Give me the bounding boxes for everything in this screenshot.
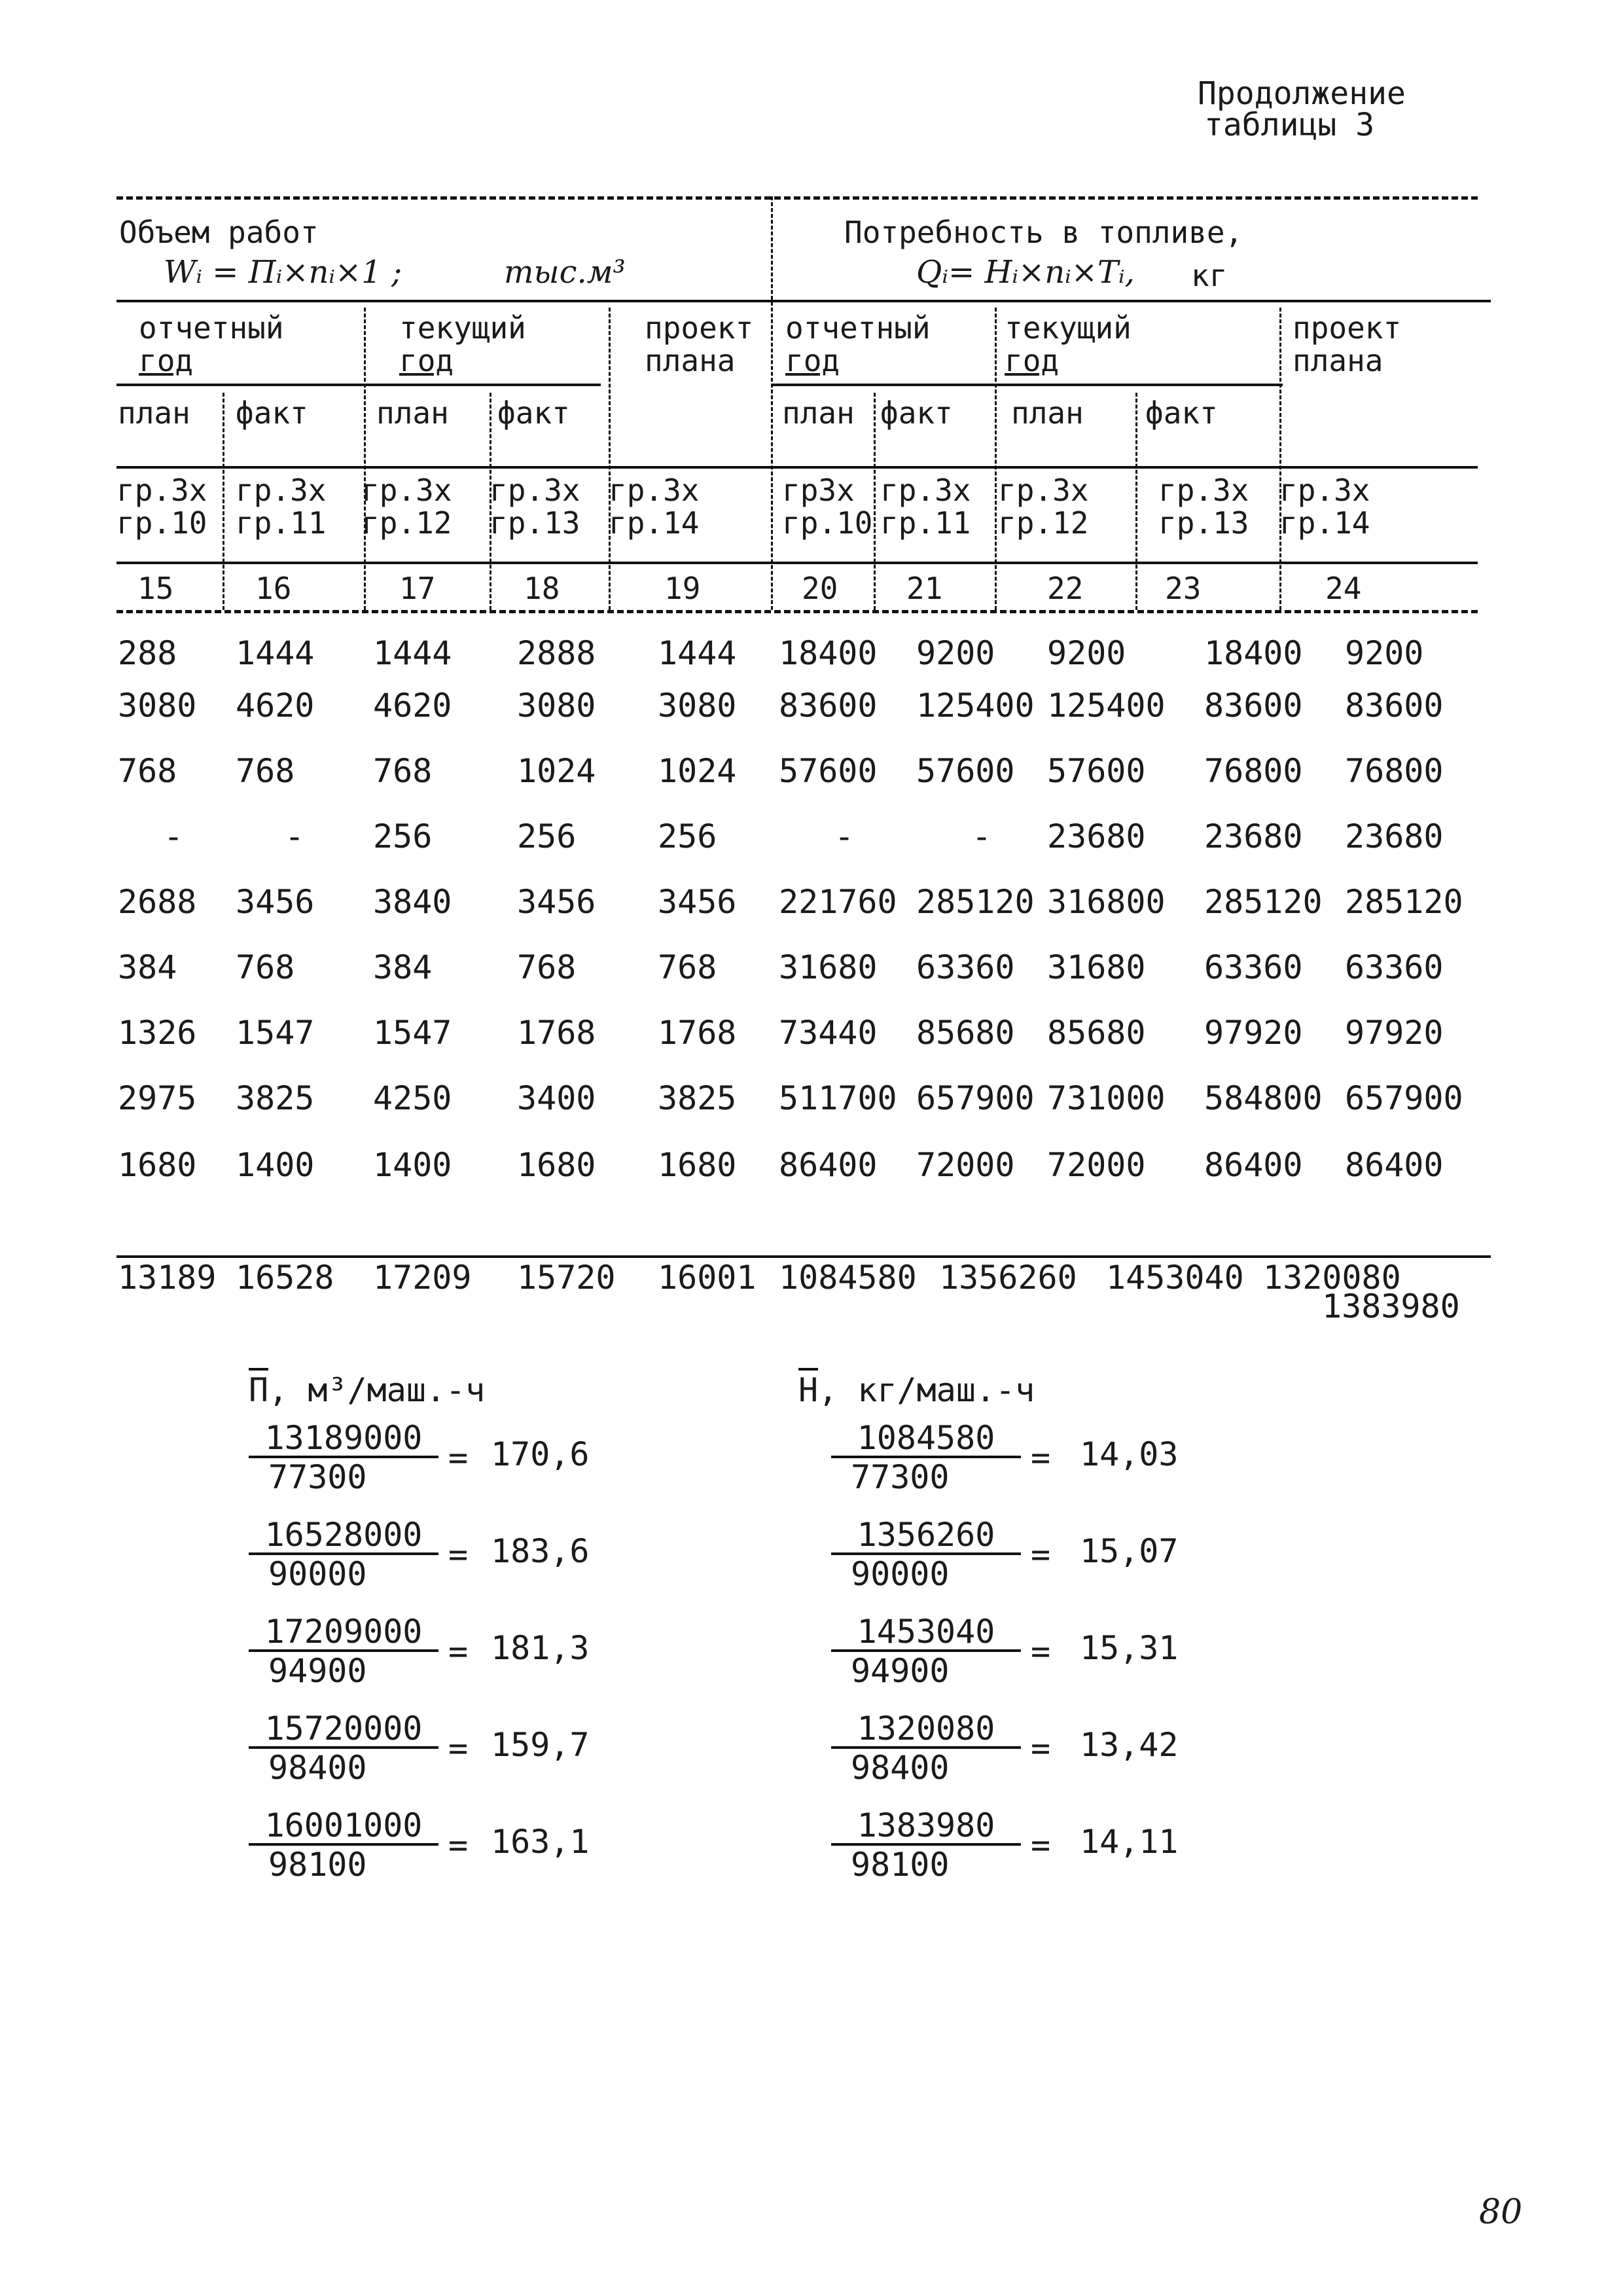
table-cell: 18400 [779,634,878,672]
group-cell-a: гр.3х [116,473,207,508]
l-proekt: проект [645,310,754,346]
total-cell: 17209 [373,1259,472,1297]
table-cell: - [163,817,184,855]
divider-l1 [364,308,366,610]
group-cell-b: гр.12 [361,505,452,541]
l-otchetny-god: год [139,343,194,378]
left-calc-unit: , м³/маш.-ч [268,1371,486,1409]
table-cell: - [284,817,305,855]
fraction-numerator: 1084580 [831,1420,1021,1458]
table-cell: 256 [517,817,577,855]
equals-sign: = [1031,1439,1051,1477]
table-cell: 125400 [916,687,1035,725]
table-cell: 97920 [1204,1014,1303,1052]
equals-sign: = [1031,1729,1051,1767]
group-cell-a: гр.3х [998,473,1089,508]
left_calc-result: 163,1 [491,1823,590,1861]
r-otchetny-god: год [785,343,840,378]
table-cell: 221760 [779,883,897,921]
right_calc-fraction [831,1711,1021,1787]
table-cell: 1768 [517,1014,596,1052]
table-cell: 1680 [658,1146,737,1184]
table-cell: 1444 [236,634,315,672]
table-cell: 63360 [916,948,1015,986]
equals-sign: = [1031,1535,1051,1573]
table-cell: 86400 [1345,1146,1444,1184]
table-cell: 3080 [517,687,596,725]
right-calc-unit: , кг/маш.-ч [818,1371,1035,1409]
fraction-numerator: 1383980 [831,1808,1021,1846]
table-cell: 3456 [236,883,315,921]
divider-r4 [1135,393,1137,610]
right_calc-fraction [831,1420,1021,1496]
table-cell: 285120 [1204,883,1323,921]
header-rule-4 [116,562,1478,564]
l-plan-2: план [376,395,449,431]
table-cell: 1444 [658,634,737,672]
group-cell-b: гр.12 [998,505,1089,541]
table-cell: 1768 [658,1014,737,1052]
right_calc-result: 15,31 [1080,1629,1179,1667]
column-number: 17 [399,571,436,606]
fraction-denominator: 98100 [268,1846,367,1884]
table-cell: 31680 [779,948,878,986]
table-cell: 57600 [779,752,878,790]
table-cell: 1547 [373,1014,452,1052]
table-cell: 63360 [1345,948,1444,986]
l-fakt-1: факт [236,395,308,431]
table-cell: 4620 [373,687,452,725]
table-cell: 285120 [916,883,1035,921]
group-cell-b: гр.11 [880,505,971,541]
continuation-line1: Продолжение [1198,75,1406,112]
left_calc-fraction [249,1517,438,1593]
table-cell: 285120 [1345,883,1463,921]
right-unit: кг [1191,258,1228,293]
table-cell: 1400 [373,1146,452,1184]
r-otchetny: отчетный [785,310,931,346]
l-plan-1: план [118,395,190,431]
table-cell: 76800 [1345,752,1444,790]
group-cell-b: гр.14 [609,505,700,541]
table-cell: - [834,817,855,855]
column-number: 20 [802,571,838,606]
table-cell: 3825 [236,1079,315,1117]
column-number: 24 [1325,571,1362,606]
group-cell-b: гр.10 [116,505,207,541]
right_calc-result: 14,03 [1080,1435,1179,1473]
right-calc-heading [798,1368,1035,1408]
table-cell: 72000 [1047,1146,1146,1184]
table-cell: 256 [658,817,717,855]
fraction-numerator: 1356260 [831,1517,1021,1555]
table-cell: 125400 [1047,687,1166,725]
right_calc-result: 13,42 [1080,1726,1179,1764]
left_calc-result: 181,3 [491,1629,590,1667]
left-unit: тыс.м³ [504,254,626,291]
table-cell: 97920 [1345,1014,1444,1052]
equals-sign: = [1031,1632,1051,1670]
table-cell: 768 [236,752,295,790]
table-cell: 85680 [916,1014,1015,1052]
table-cell: 18400 [1204,634,1303,672]
total-cell: 1084580 [779,1259,917,1297]
table-cell: 316800 [1047,883,1166,921]
table-cell: 1680 [517,1146,596,1184]
table-cell: 83600 [1345,687,1444,725]
right_calc-fraction [831,1808,1021,1884]
fraction-denominator: 94900 [268,1652,367,1690]
equals-sign: = [448,1632,469,1670]
table-cell: 288 [118,634,177,672]
table-cell: 23680 [1345,817,1444,855]
table-cell: 657900 [916,1079,1035,1117]
left_calc-result: 183,6 [491,1532,590,1570]
group-cell-a: гр3х [782,473,855,508]
divider-r3 [874,393,876,610]
table-cell: 57600 [1047,752,1146,790]
table-cell: 584800 [1204,1079,1323,1117]
left-calc-symbol: П [249,1368,268,1408]
fraction-denominator: 98400 [851,1749,950,1787]
equals-sign: = [448,1535,469,1573]
fraction-denominator: 98400 [268,1749,367,1787]
total-cell: 13189 [118,1259,217,1297]
table-cell: 85680 [1047,1014,1146,1052]
page-number: 80 [1479,2193,1523,2232]
left_calc-fraction [249,1711,438,1787]
r-plan-1: план [782,395,855,431]
table-cell: 657900 [1345,1079,1463,1117]
table-cell: 1326 [118,1014,197,1052]
right-calc-symbol: Н [798,1368,818,1408]
right_calc-fraction [831,1517,1021,1593]
divider-r2 [1279,308,1281,610]
r-proekt: проект [1293,310,1402,346]
table-cell: 768 [517,948,577,986]
total-cell: 1356260 [939,1259,1077,1297]
fraction-denominator: 94900 [851,1652,950,1690]
right_calc-fraction [831,1614,1021,1690]
table-cell: 31680 [1047,948,1146,986]
table-cell: 73440 [779,1014,878,1052]
left-title: Объем работ [119,215,319,250]
group-cell-a: гр.3х [880,473,971,508]
table-cell: 511700 [779,1079,897,1117]
group-cell-a: гр.3х [361,473,452,508]
table-cell: 76800 [1204,752,1303,790]
table-cell: 3080 [118,687,197,725]
total-cell: 1320080 [1263,1259,1401,1297]
table-cell: 768 [373,752,433,790]
l-tekushchiy: текущий [399,310,526,346]
group-cell-b: гр.14 [1279,505,1370,541]
table-cell: 731000 [1047,1079,1166,1117]
fraction-denominator: 98100 [851,1846,950,1884]
left-formula: Wᵢ = Пᵢ×nᵢ×1 ; [164,254,402,291]
table-cell: 83600 [1204,687,1303,725]
group-cell-a: гр.3х [236,473,327,508]
column-number: 16 [255,571,292,606]
right-title: Потребность в топливе, [844,215,1243,250]
fraction-numerator: 1453040 [831,1614,1021,1652]
table-cell: 4250 [373,1079,452,1117]
table-cell: 9200 [1047,634,1126,672]
l-plana: плана [645,343,736,378]
group-cell-b: гр.13 [1158,505,1249,541]
table-cell: 3825 [658,1079,737,1117]
left_calc-result: 159,7 [491,1726,590,1764]
group-cell-b: гр.13 [490,505,580,541]
divider-l3 [223,393,224,610]
group-cell-b: гр.11 [236,505,327,541]
total-cell: 1453040 [1106,1259,1244,1297]
equals-sign: = [448,1826,469,1864]
column-number: 15 [137,571,174,606]
table-cell: 3456 [517,883,596,921]
table-cell: 72000 [916,1146,1015,1184]
table-cell: 1444 [373,634,452,672]
table-cell: - [971,817,992,855]
table-cell: 384 [118,948,177,986]
table-cell: 256 [373,817,433,855]
fraction-numerator: 13189000 [249,1420,438,1458]
group-cell-b: гр.10 [782,505,873,541]
header-rule-1 [116,300,1491,302]
header-rule-2 [116,384,601,386]
l-fakt-2: факт [497,395,570,431]
fraction-numerator: 15720000 [249,1711,438,1749]
fraction-numerator: 1320080 [831,1711,1021,1749]
total-cell: 16528 [236,1259,334,1297]
table-cell: 83600 [779,687,878,725]
group-cell-a: гр.3х [1158,473,1249,508]
right_calc-result: 15,07 [1080,1532,1179,1570]
column-number: 23 [1165,571,1202,606]
table-cell: 23680 [1204,817,1303,855]
total-cell: 16001 [658,1259,757,1297]
table-cell: 1400 [236,1146,315,1184]
left_calc-fraction [249,1420,438,1496]
table-cell: 63360 [1204,948,1303,986]
fraction-denominator: 90000 [851,1555,950,1593]
table-cell: 384 [373,948,433,986]
header-rule-2b [772,384,1283,386]
fraction-numerator: 17209000 [249,1614,438,1652]
table-cell: 4620 [236,687,315,725]
fraction-numerator: 16001000 [249,1808,438,1846]
equals-sign: = [448,1729,469,1767]
r-plana: плана [1293,343,1383,378]
equals-sign: = [1031,1826,1051,1864]
table-cell: 1024 [658,752,737,790]
header-rule-3 [116,466,1478,469]
table-cell: 3400 [517,1079,596,1117]
left_calc-result: 170,6 [491,1435,590,1473]
table-cell: 1680 [118,1146,197,1184]
r-tekushchiy-god: год [1005,343,1060,378]
divider-r1 [995,308,997,610]
table-cell: 768 [236,948,295,986]
r-plan-2: план [1011,395,1084,431]
header-rule-5 [116,610,1478,613]
table-cell: 9200 [916,634,995,672]
left_calc-fraction [249,1614,438,1690]
r-fakt-2: факт [1145,395,1218,431]
table-cell: 2888 [517,634,596,672]
group-cell-a: гр.3х [490,473,580,508]
divider-l2 [609,308,611,610]
left-calc-heading [249,1368,485,1408]
fraction-denominator: 90000 [268,1555,367,1593]
left_calc-fraction [249,1808,438,1884]
right-formula: Qᵢ= Hᵢ×nᵢ×Tᵢ, [916,254,1135,291]
l-tekushchiy-god: год [399,343,454,378]
column-number: 22 [1047,571,1084,606]
table-cell: 2688 [118,883,197,921]
column-number: 18 [524,571,560,606]
r-tekushchiy: текущий [1005,310,1132,346]
table-cell: 3080 [658,687,737,725]
totals-rule [116,1255,1491,1258]
column-number: 19 [664,571,701,606]
r-fakt-1: факт [880,395,953,431]
table-cell: 86400 [1204,1146,1303,1184]
table-cell: 1547 [236,1014,315,1052]
table-cell: 768 [658,948,717,986]
table-cell: 1024 [517,752,596,790]
fraction-denominator: 77300 [851,1458,950,1496]
table-cell: 3840 [373,883,452,921]
top-rule [116,196,1478,200]
fraction-denominator: 77300 [268,1458,367,1496]
total-cell: 15720 [517,1259,616,1297]
group-cell-a: гр.3х [609,473,700,508]
table-cell: 23680 [1047,817,1146,855]
column-number: 21 [906,571,943,606]
table-cell: 57600 [916,752,1015,790]
l-otchetny: отчетный [139,310,284,346]
right_calc-result: 14,11 [1080,1823,1179,1861]
continuation-line2: таблицы 3 [1204,107,1375,143]
table-cell: 86400 [779,1146,878,1184]
group-cell-a: гр.3х [1279,473,1370,508]
table-cell: 768 [118,752,177,790]
equals-sign: = [448,1439,469,1477]
table-cell: 3456 [658,883,737,921]
total-cell: 1383980 [1322,1287,1460,1325]
table-cell: 9200 [1345,634,1424,672]
divider-main [771,196,773,610]
table-cell: 2975 [118,1079,197,1117]
fraction-numerator: 16528000 [249,1517,438,1555]
